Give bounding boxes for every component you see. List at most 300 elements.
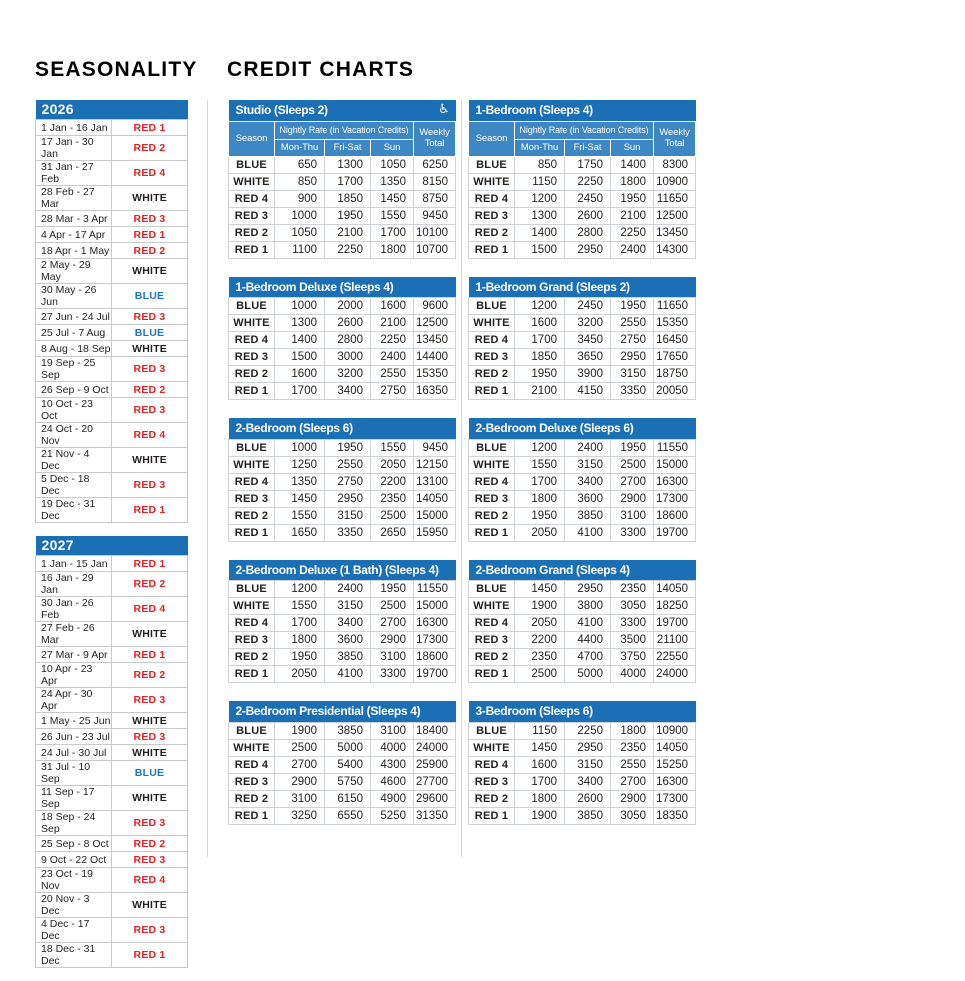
rate-sun: 2650 bbox=[371, 524, 414, 541]
rate-mon-thu: 1050 bbox=[275, 224, 325, 241]
date-range: 31 Jul - 10 Sep bbox=[36, 761, 112, 786]
rate-sun: 2700 bbox=[371, 615, 414, 632]
rate-fri-sat: 3400 bbox=[325, 383, 371, 400]
rate-fri-sat: 1950 bbox=[325, 207, 371, 224]
weekly-total: 15950 bbox=[414, 524, 456, 541]
rate-row bbox=[469, 207, 696, 224]
weekly-total: 9600 bbox=[414, 298, 456, 315]
weekly-total: 8750 bbox=[414, 190, 456, 207]
season-code: RED 2 bbox=[112, 572, 188, 597]
season-code: RED 4 bbox=[112, 161, 188, 186]
date-range: 8 Aug - 18 Sep bbox=[36, 341, 112, 357]
season-date-row bbox=[36, 852, 188, 868]
rate-row bbox=[229, 790, 456, 807]
weekly-total: 16300 bbox=[654, 473, 696, 490]
rate-mon-thu: 850 bbox=[515, 156, 565, 173]
rate-fri-sat: 2000 bbox=[325, 298, 371, 315]
weekly-total: 18400 bbox=[414, 722, 456, 739]
season-code: RED 3 bbox=[469, 490, 515, 507]
date-range: 26 Jun - 23 Jul bbox=[36, 729, 112, 745]
season-code: BLUE bbox=[469, 722, 515, 739]
season-code: RED 1 bbox=[112, 556, 188, 572]
date-range: 30 Jan - 26 Feb bbox=[36, 597, 112, 622]
season-code: RED 4 bbox=[469, 332, 515, 349]
season-code: BLUE bbox=[469, 298, 515, 315]
rate-mon-thu: 900 bbox=[275, 190, 325, 207]
rate-row bbox=[229, 507, 456, 524]
date-range: 18 Apr - 1 May bbox=[36, 243, 112, 259]
season-code: RED 3 bbox=[229, 207, 275, 224]
season-code: RED 2 bbox=[112, 382, 188, 398]
rate-mon-thu: 1000 bbox=[275, 298, 325, 315]
date-range: 28 Feb - 27 Mar bbox=[36, 186, 112, 211]
rate-row bbox=[229, 207, 456, 224]
weekly-total: 11650 bbox=[654, 298, 696, 315]
weekly-total: 12500 bbox=[414, 315, 456, 332]
season-date-row bbox=[36, 918, 188, 943]
season-code: RED 2 bbox=[469, 507, 515, 524]
rate-sun: 3750 bbox=[611, 649, 654, 666]
date-range: 25 Jul - 7 Aug bbox=[36, 325, 112, 341]
season-code: RED 1 bbox=[229, 241, 275, 258]
rate-fri-sat: 3400 bbox=[325, 615, 371, 632]
season-code: WHITE bbox=[469, 598, 515, 615]
season-code: WHITE bbox=[112, 186, 188, 211]
rate-row bbox=[229, 190, 456, 207]
season-date-row bbox=[36, 259, 188, 284]
rate-row bbox=[469, 581, 696, 598]
rate-sun: 3500 bbox=[611, 632, 654, 649]
day-column-header: Sun bbox=[371, 139, 414, 156]
rate-row bbox=[469, 807, 696, 824]
season-code: RED 2 bbox=[112, 836, 188, 852]
season-date-row bbox=[36, 688, 188, 713]
rate-fri-sat: 3650 bbox=[565, 349, 611, 366]
rate-row bbox=[469, 241, 696, 258]
rate-mon-thu: 1600 bbox=[515, 315, 565, 332]
credit-table-title: 2-Bedroom (Sleeps 6) bbox=[229, 418, 456, 439]
seasonality-table-2026 bbox=[35, 100, 188, 523]
rate-sun: 1450 bbox=[371, 190, 414, 207]
rate-mon-thu: 2100 bbox=[515, 383, 565, 400]
season-date-row bbox=[36, 622, 188, 647]
credit-table-title: 2-Bedroom Grand (Sleeps 4) bbox=[469, 560, 696, 581]
season-code: WHITE bbox=[469, 456, 515, 473]
rate-sun: 2550 bbox=[611, 756, 654, 773]
rate-mon-thu: 2050 bbox=[275, 666, 325, 683]
rate-sun: 3150 bbox=[611, 366, 654, 383]
rate-mon-thu: 1700 bbox=[515, 332, 565, 349]
season-code: RED 4 bbox=[112, 597, 188, 622]
rate-mon-thu: 1800 bbox=[515, 490, 565, 507]
credit-table-title: 3-Bedroom (Sleeps 6) bbox=[469, 701, 696, 722]
date-range: 23 Oct - 19 Nov bbox=[36, 868, 112, 893]
rate-fri-sat: 6150 bbox=[325, 790, 371, 807]
date-range: 31 Jan - 27 Feb bbox=[36, 161, 112, 186]
credit-table bbox=[468, 418, 696, 542]
rate-fri-sat: 3450 bbox=[565, 332, 611, 349]
rate-row bbox=[229, 473, 456, 490]
season-date-row bbox=[36, 597, 188, 622]
season-date-row bbox=[36, 398, 188, 423]
weekly-total: 14050 bbox=[654, 581, 696, 598]
rate-row bbox=[229, 224, 456, 241]
rate-fri-sat: 3150 bbox=[565, 756, 611, 773]
weekly-total: 11550 bbox=[654, 439, 696, 456]
rate-sun: 1600 bbox=[371, 298, 414, 315]
credit-table bbox=[468, 560, 696, 684]
rate-row bbox=[469, 224, 696, 241]
rate-fri-sat: 4100 bbox=[325, 666, 371, 683]
season-date-row bbox=[36, 357, 188, 382]
date-range: 16 Jan - 29 Jan bbox=[36, 572, 112, 597]
season-code: BLUE bbox=[469, 156, 515, 173]
rate-mon-thu: 1550 bbox=[275, 598, 325, 615]
rate-fri-sat: 2400 bbox=[565, 439, 611, 456]
rate-mon-thu: 1600 bbox=[515, 756, 565, 773]
rate-row bbox=[229, 439, 456, 456]
rate-fri-sat: 3850 bbox=[325, 722, 371, 739]
rate-fri-sat: 2450 bbox=[565, 298, 611, 315]
season-code: RED 1 bbox=[112, 647, 188, 663]
season-code: RED 1 bbox=[229, 807, 275, 824]
weekly-total: 10900 bbox=[654, 722, 696, 739]
rate-fri-sat: 2600 bbox=[565, 207, 611, 224]
weekly-total: 15350 bbox=[654, 315, 696, 332]
season-code: BLUE bbox=[229, 722, 275, 739]
season-code: RED 3 bbox=[112, 852, 188, 868]
rate-row bbox=[469, 456, 696, 473]
date-range: 26 Sep - 9 Oct bbox=[36, 382, 112, 398]
season-code: BLUE bbox=[112, 761, 188, 786]
rate-row bbox=[229, 632, 456, 649]
rate-fri-sat: 2450 bbox=[565, 190, 611, 207]
date-range: 10 Apr - 23 Apr bbox=[36, 663, 112, 688]
rate-sun: 2550 bbox=[371, 366, 414, 383]
rate-fri-sat: 5000 bbox=[565, 666, 611, 683]
day-column-header: Fri-Sat bbox=[565, 139, 611, 156]
weekly-total: 22550 bbox=[654, 649, 696, 666]
rate-mon-thu: 1300 bbox=[515, 207, 565, 224]
season-code: WHITE bbox=[469, 739, 515, 756]
rate-row bbox=[469, 156, 696, 173]
date-range: 27 Mar - 9 Apr bbox=[36, 647, 112, 663]
rate-row bbox=[229, 456, 456, 473]
rate-row bbox=[469, 739, 696, 756]
rate-sun: 1550 bbox=[371, 439, 414, 456]
rate-row bbox=[229, 807, 456, 824]
rate-row bbox=[469, 490, 696, 507]
season-code: RED 2 bbox=[229, 649, 275, 666]
rate-mon-thu: 2050 bbox=[515, 615, 565, 632]
season-code: RED 3 bbox=[112, 729, 188, 745]
season-code: RED 4 bbox=[469, 473, 515, 490]
rate-sun: 1950 bbox=[611, 190, 654, 207]
rate-fri-sat: 1750 bbox=[565, 156, 611, 173]
rate-mon-thu: 1200 bbox=[515, 190, 565, 207]
weekly-total: 18250 bbox=[654, 598, 696, 615]
rate-sun: 1400 bbox=[611, 156, 654, 173]
rate-mon-thu: 1800 bbox=[275, 632, 325, 649]
season-date-row bbox=[36, 811, 188, 836]
rate-fri-sat: 1700 bbox=[325, 173, 371, 190]
rate-row bbox=[229, 241, 456, 258]
season-code: RED 2 bbox=[229, 224, 275, 241]
season-code: RED 3 bbox=[112, 688, 188, 713]
season-code: RED 1 bbox=[112, 120, 188, 136]
season-code: RED 1 bbox=[469, 807, 515, 824]
rate-mon-thu: 1900 bbox=[515, 807, 565, 824]
date-range: 30 May - 26 Jun bbox=[36, 284, 112, 309]
season-code: WHITE bbox=[112, 341, 188, 357]
credit-table bbox=[228, 277, 456, 401]
rate-sun: 2400 bbox=[611, 241, 654, 258]
rate-sun: 2250 bbox=[611, 224, 654, 241]
weekly-total: 13450 bbox=[414, 332, 456, 349]
weekly-total: 16350 bbox=[414, 383, 456, 400]
rate-mon-thu: 1400 bbox=[515, 224, 565, 241]
rate-mon-thu: 1250 bbox=[275, 456, 325, 473]
rate-row bbox=[469, 615, 696, 632]
rate-mon-thu: 1300 bbox=[275, 315, 325, 332]
rate-row bbox=[229, 173, 456, 190]
weekly-total: 18350 bbox=[654, 807, 696, 824]
season-date-row bbox=[36, 284, 188, 309]
seasonality-table-2027 bbox=[35, 536, 188, 968]
rate-row bbox=[229, 581, 456, 598]
season-code: RED 3 bbox=[112, 357, 188, 382]
rate-sun: 2500 bbox=[371, 598, 414, 615]
credit-table bbox=[228, 418, 456, 542]
weekly-total: 20050 bbox=[654, 383, 696, 400]
credit-table bbox=[468, 277, 696, 401]
rate-row bbox=[229, 739, 456, 756]
rate-sun: 2250 bbox=[371, 332, 414, 349]
date-range: 1 Jan - 15 Jan bbox=[36, 556, 112, 572]
season-code: RED 2 bbox=[469, 224, 515, 241]
season-code: WHITE bbox=[229, 315, 275, 332]
season-code: RED 3 bbox=[112, 211, 188, 227]
season-date-row bbox=[36, 423, 188, 448]
season-code: BLUE bbox=[112, 284, 188, 309]
credit-table bbox=[228, 100, 456, 259]
rate-fri-sat: 1300 bbox=[325, 156, 371, 173]
date-range: 24 Apr - 30 Apr bbox=[36, 688, 112, 713]
season-code: WHITE bbox=[112, 448, 188, 473]
rate-fri-sat: 5750 bbox=[325, 773, 371, 790]
rate-row bbox=[229, 332, 456, 349]
rate-mon-thu: 1700 bbox=[515, 773, 565, 790]
season-code: RED 3 bbox=[229, 773, 275, 790]
rate-mon-thu: 2200 bbox=[515, 632, 565, 649]
rate-fri-sat: 3800 bbox=[565, 598, 611, 615]
season-code: RED 2 bbox=[229, 507, 275, 524]
rate-sun: 5250 bbox=[371, 807, 414, 824]
season-date-row bbox=[36, 382, 188, 398]
weekly-total: 11550 bbox=[414, 581, 456, 598]
season-code: WHITE bbox=[469, 315, 515, 332]
rate-fri-sat: 3150 bbox=[325, 507, 371, 524]
rate-mon-thu: 1700 bbox=[515, 473, 565, 490]
rate-fri-sat: 4100 bbox=[565, 615, 611, 632]
credit-table-title: 1-Bedroom Grand (Sleeps 2) bbox=[469, 277, 696, 298]
season-date-row bbox=[36, 473, 188, 498]
rate-mon-thu: 1000 bbox=[275, 207, 325, 224]
season-code: WHITE bbox=[112, 259, 188, 284]
season-date-row bbox=[36, 186, 188, 211]
season-code: BLUE bbox=[229, 298, 275, 315]
season-code: RED 3 bbox=[112, 811, 188, 836]
rate-fri-sat: 4700 bbox=[565, 649, 611, 666]
weekly-total: 21100 bbox=[654, 632, 696, 649]
date-range: 11 Sep - 17 Sep bbox=[36, 786, 112, 811]
rate-sun: 1950 bbox=[611, 298, 654, 315]
rate-mon-thu: 1850 bbox=[515, 349, 565, 366]
rate-row bbox=[229, 666, 456, 683]
rate-sun: 2350 bbox=[611, 739, 654, 756]
season-date-row bbox=[36, 120, 188, 136]
credit-table bbox=[468, 100, 696, 259]
rate-sun: 2900 bbox=[611, 790, 654, 807]
rate-sun: 4000 bbox=[611, 666, 654, 683]
rate-row bbox=[229, 383, 456, 400]
season-date-row bbox=[36, 161, 188, 186]
credit-table-title: 2-Bedroom Deluxe (Sleeps 6) bbox=[469, 418, 696, 439]
date-range: 27 Jun - 24 Jul bbox=[36, 309, 112, 325]
season-code: RED 4 bbox=[469, 190, 515, 207]
season-code: RED 1 bbox=[229, 524, 275, 541]
weekly-total: 10100 bbox=[414, 224, 456, 241]
rate-sun: 4900 bbox=[371, 790, 414, 807]
rate-row bbox=[469, 649, 696, 666]
rate-row bbox=[469, 173, 696, 190]
season-code: RED 3 bbox=[469, 207, 515, 224]
rate-sun: 2050 bbox=[371, 456, 414, 473]
date-range: 27 Feb - 26 Mar bbox=[36, 622, 112, 647]
weekly-total: 18600 bbox=[414, 649, 456, 666]
season-date-row bbox=[36, 836, 188, 852]
rate-mon-thu: 2500 bbox=[275, 739, 325, 756]
date-range: 25 Sep - 8 Oct bbox=[36, 836, 112, 852]
season-date-row bbox=[36, 243, 188, 259]
season-code: BLUE bbox=[229, 439, 275, 456]
season-code: RED 2 bbox=[112, 136, 188, 161]
credit-charts-title: CREDIT CHARTS bbox=[227, 58, 415, 81]
rate-row bbox=[469, 298, 696, 315]
weekly-total: 16300 bbox=[654, 773, 696, 790]
season-column-header: Season bbox=[469, 121, 515, 156]
weekly-total: 19700 bbox=[654, 524, 696, 541]
rate-fri-sat: 3600 bbox=[325, 632, 371, 649]
rate-fri-sat: 2750 bbox=[325, 473, 371, 490]
rate-mon-thu: 1150 bbox=[515, 173, 565, 190]
rate-mon-thu: 1650 bbox=[275, 524, 325, 541]
rate-mon-thu: 650 bbox=[275, 156, 325, 173]
season-code: RED 1 bbox=[469, 241, 515, 258]
date-range: 2 May - 29 May bbox=[36, 259, 112, 284]
weekly-total: 13100 bbox=[414, 473, 456, 490]
rate-sun: 1950 bbox=[611, 439, 654, 456]
rate-fri-sat: 3350 bbox=[325, 524, 371, 541]
weekly-total-header: Weekly Total bbox=[654, 121, 696, 156]
column-divider-left bbox=[207, 100, 208, 857]
rate-sun: 2350 bbox=[611, 581, 654, 598]
weekly-total: 15000 bbox=[414, 507, 456, 524]
weekly-total: 10700 bbox=[414, 241, 456, 258]
rate-sun: 3100 bbox=[371, 649, 414, 666]
rate-sun: 2500 bbox=[611, 456, 654, 473]
rate-mon-thu: 1000 bbox=[275, 439, 325, 456]
rate-sun: 3050 bbox=[611, 807, 654, 824]
credit-table bbox=[228, 560, 456, 684]
rate-row bbox=[469, 349, 696, 366]
season-date-row bbox=[36, 448, 188, 473]
rate-fri-sat: 6550 bbox=[325, 807, 371, 824]
rate-sun: 1800 bbox=[371, 241, 414, 258]
season-date-row bbox=[36, 786, 188, 811]
rate-row bbox=[469, 632, 696, 649]
rate-mon-thu: 1200 bbox=[515, 439, 565, 456]
rate-row bbox=[469, 598, 696, 615]
rate-mon-thu: 1950 bbox=[275, 649, 325, 666]
rate-sun: 2900 bbox=[371, 632, 414, 649]
weekly-total: 18600 bbox=[654, 507, 696, 524]
rate-mon-thu: 1600 bbox=[275, 366, 325, 383]
rate-mon-thu: 1100 bbox=[275, 241, 325, 258]
weekly-total: 19700 bbox=[414, 666, 456, 683]
rate-sun: 2750 bbox=[371, 383, 414, 400]
rate-mon-thu: 1200 bbox=[275, 581, 325, 598]
rate-fri-sat: 2400 bbox=[325, 581, 371, 598]
season-date-row bbox=[36, 227, 188, 243]
rate-row bbox=[229, 490, 456, 507]
weekly-total: 14400 bbox=[414, 349, 456, 366]
season-code: RED 4 bbox=[112, 868, 188, 893]
weekly-total: 31350 bbox=[414, 807, 456, 824]
weekly-total: 8300 bbox=[654, 156, 696, 173]
season-code: RED 3 bbox=[469, 773, 515, 790]
season-code: RED 3 bbox=[112, 918, 188, 943]
rate-fri-sat: 3850 bbox=[565, 807, 611, 824]
rate-mon-thu: 3250 bbox=[275, 807, 325, 824]
weekly-total: 17650 bbox=[654, 349, 696, 366]
rate-mon-thu: 2500 bbox=[515, 666, 565, 683]
rate-fri-sat: 4150 bbox=[565, 383, 611, 400]
rate-fri-sat: 3400 bbox=[565, 773, 611, 790]
rate-fri-sat: 2250 bbox=[325, 241, 371, 258]
rate-sun: 1800 bbox=[611, 722, 654, 739]
rate-row bbox=[469, 666, 696, 683]
rate-sun: 3300 bbox=[611, 524, 654, 541]
rate-fri-sat: 2550 bbox=[325, 456, 371, 473]
rate-fri-sat: 3600 bbox=[565, 490, 611, 507]
rate-mon-thu: 2350 bbox=[515, 649, 565, 666]
rate-fri-sat: 3200 bbox=[565, 315, 611, 332]
rate-row bbox=[229, 349, 456, 366]
rate-fri-sat: 2950 bbox=[565, 581, 611, 598]
rate-sun: 4000 bbox=[371, 739, 414, 756]
season-date-row bbox=[36, 893, 188, 918]
rate-row bbox=[469, 332, 696, 349]
weekly-total: 6250 bbox=[414, 156, 456, 173]
weekly-total: 9450 bbox=[414, 439, 456, 456]
rate-fri-sat: 2950 bbox=[325, 490, 371, 507]
rate-mon-thu: 1550 bbox=[515, 456, 565, 473]
season-date-row bbox=[36, 663, 188, 688]
season-code: RED 1 bbox=[469, 383, 515, 400]
season-date-row bbox=[36, 943, 188, 968]
date-range: 9 Oct - 22 Oct bbox=[36, 852, 112, 868]
